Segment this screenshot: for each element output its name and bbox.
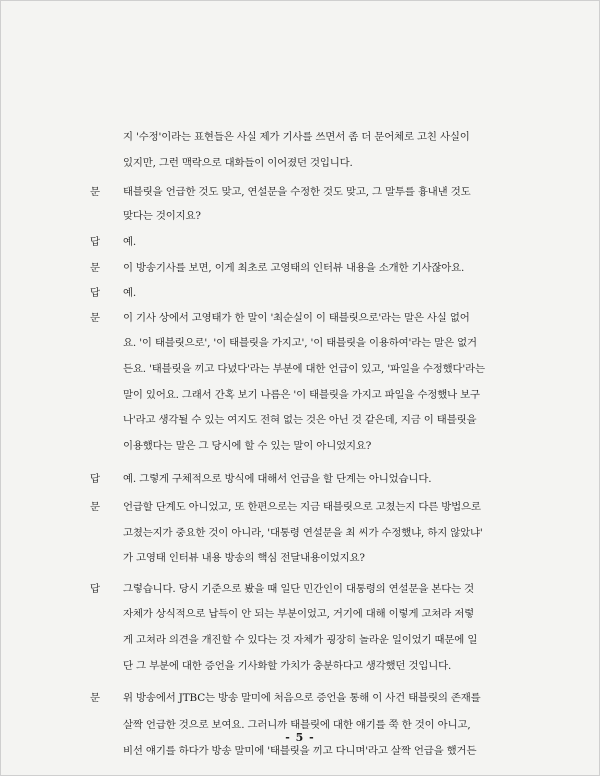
speaker-label: 답 bbox=[90, 583, 101, 595]
transcript-line: 고쳤는지가 중요한 것이 아니라, '대통령 연설문을 최 씨가 수정했냐, 하지 않았냐' bbox=[123, 527, 483, 539]
transcript-line: 예. 그렇게 구체적으로 방식에 대해서 언급을 할 단계는 아니었습니다. bbox=[123, 473, 432, 485]
speaker-label: 문 bbox=[90, 312, 101, 324]
speaker-label: 문 bbox=[90, 186, 101, 198]
transcript-line: 요. '이 태블릿으로', '이 태블릿을 가지고', '이 태블릿을 이용하여'라는 말은 없거 bbox=[123, 337, 477, 349]
transcript-line: 이 방송기사를 보면, 이게 최초로 고영태의 인터뷰 내용을 소개한 기사잖아요. bbox=[123, 262, 465, 274]
transcript-line: 태블릿을 언급한 것도 맞고, 연설문을 수정한 것도 맞고, 그 말투를 흉내낸 것도 bbox=[123, 186, 471, 198]
speaker-label: 문 bbox=[90, 501, 101, 513]
transcript-line: 게 고쳐라 의견을 개진할 수 있다는 것 자체가 굉장히 놀라운 일이었기 때문에 일 bbox=[123, 634, 478, 646]
transcript-line: 비선 얘기를 하다가 방송 말미에 '태블릿을 끼고 다니며'라고 살짝 언급을 했거든 bbox=[123, 745, 477, 757]
transcript-line: 살짝 언급한 것으로 보여요. 그러니까 태블릿에 대한 얘기를 쭉 한 것이 아니고, bbox=[123, 719, 471, 731]
transcript-line: 위 방송에서 JTBC는 방송 말미에 처음으로 증언을 통해 이 사건 태블릿의 존재를 bbox=[123, 692, 481, 704]
transcript-line: 든요. '태블릿을 끼고 다녔다'라는 부분에 대한 언급이 있고, '파일을 수정했다'라는 bbox=[123, 363, 485, 375]
transcript-line: 언급할 단계도 아니었고, 또 한편으로는 지금 태블릿으로 고쳤는지 다른 방법으로 bbox=[123, 501, 481, 513]
transcript-line: 말이 있어요. 그래서 간혹 보기 나름은 '이 태블릿을 가지고 파일을 수정했나 보구 bbox=[123, 389, 480, 401]
speaker-label: 답 bbox=[90, 473, 101, 485]
transcript-line: 예. bbox=[123, 236, 137, 248]
transcript-line: 가 고영태 인터뷰 내용 방송의 핵심 전달내용이었지요? bbox=[123, 552, 365, 564]
transcript-line: 나'라고 생각될 수 있는 여지도 전혀 없는 것은 아닌 것 같은데, 지금 이 태블릿을 bbox=[123, 414, 477, 426]
transcript-line: 이용했다는 말은 그 당시에 할 수 있는 말이 아니었지요? bbox=[123, 440, 372, 452]
transcript-line: 예. bbox=[123, 287, 137, 299]
page-number: - 5 - bbox=[285, 731, 315, 744]
speaker-label: 문 bbox=[90, 262, 101, 274]
speaker-label: 문 bbox=[90, 692, 101, 704]
transcript-line: 있지만, 그런 맥락으로 대화들이 이어졌던 것입니다. bbox=[123, 157, 353, 169]
transcript-line: 단 그 부분에 대한 증언을 기사화할 가치가 충분하다고 생각했던 것입니다. bbox=[123, 660, 452, 672]
transcript-line: 그렇습니다. 당시 기준으로 봤을 때 일단 민간인이 대통령의 연설문을 본다는 것 bbox=[123, 583, 475, 595]
transcript-line: 자체가 상식적으로 납득이 안 되는 부분이었고, 거기에 대해 이렇게 고쳐라 저렇 bbox=[123, 608, 475, 620]
speaker-label: 답 bbox=[90, 287, 101, 299]
transcript-line: 지 '수정'이라는 표현들은 사실 제가 기사를 쓰면서 좀 더 문어체로 고친 사실이 bbox=[123, 131, 470, 143]
transcript-line: 이 기사 상에서 고영태가 한 말이 '최순실이 이 태블릿으로'라는 말은 사실 없어 bbox=[123, 312, 470, 324]
speaker-label: 답 bbox=[90, 236, 101, 248]
transcript-line: 맞다는 것이지요? bbox=[123, 210, 201, 222]
